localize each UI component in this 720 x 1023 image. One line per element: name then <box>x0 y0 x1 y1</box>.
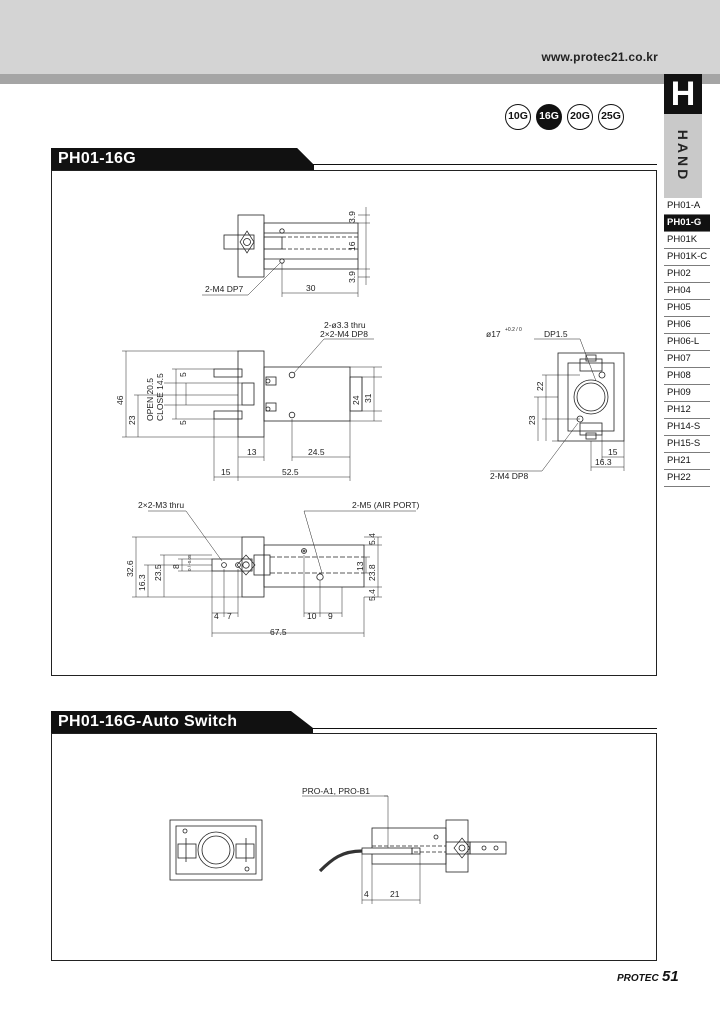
dim-side-23-8: 23.8 <box>367 564 377 581</box>
sidebar-item-ph22[interactable]: PH22 <box>664 470 710 487</box>
category-tab <box>664 114 702 198</box>
callout-front-thru: 2-ø3.3 thru <box>324 320 366 330</box>
footer-brand: PROTEC <box>617 973 659 984</box>
header-strip <box>0 74 720 84</box>
section-title-shape <box>51 148 657 170</box>
size-badge-10g[interactable]: 10G <box>505 104 531 130</box>
size-badge-20g[interactable]: 20G <box>567 104 593 130</box>
dim-side-23-5: 23.5 <box>153 564 163 581</box>
dim-top-16: 16 <box>347 241 357 251</box>
auto-switch-drawing <box>52 734 656 960</box>
dim-front-15: 15 <box>221 467 231 477</box>
dim-front-5a: 5 <box>178 372 188 377</box>
switch-end-view <box>170 820 262 880</box>
category-label: HAND <box>675 129 691 183</box>
dim-side-9: 9 <box>328 611 333 621</box>
section-title: PH01-16G <box>58 150 136 167</box>
sidebar-item-ph02[interactable]: PH02 <box>664 266 710 283</box>
dim-top-30: 30 <box>306 283 316 293</box>
dim-end-16-3: 16.3 <box>595 457 612 467</box>
switch-model-label: PRO-A1, PRO-B1 <box>302 786 371 796</box>
dim-top-3-9b: 3.9 <box>347 271 357 283</box>
sidebar-item-ph01k[interactable]: PH01K <box>664 232 710 249</box>
dim-side-16-3: 16.3 <box>137 574 147 591</box>
dim-end-23: 23 <box>527 415 537 425</box>
sidebar-item-ph09[interactable]: PH09 <box>664 385 710 402</box>
sidebar-item-ph08[interactable]: PH08 <box>664 368 710 385</box>
callout-side-air: 2-M5 (AIR PORT) <box>352 500 420 510</box>
dim-side-67-5: 67.5 <box>270 627 287 637</box>
dim-side-5-4b: 5.4 <box>367 589 377 601</box>
sidebar-item-ph01-g[interactable]: PH01-G <box>664 215 710 232</box>
switch-side-view <box>302 796 506 904</box>
sidebar-item-ph21[interactable]: PH21 <box>664 453 710 470</box>
dim-front-31: 31 <box>363 393 373 403</box>
dim-side-8: 8 <box>171 564 181 569</box>
size-badge-16g[interactable]: 16G <box>536 104 562 130</box>
callout-top-m4: 2-M4 DP7 <box>205 284 244 294</box>
callout-end-m4: 2-M4 DP8 <box>490 471 529 481</box>
dim-front-24: 24 <box>351 395 361 405</box>
dim-top-3-9a: 3.9 <box>347 211 357 223</box>
sidebar-item-ph06[interactable]: PH06 <box>664 317 710 334</box>
switch-dim-21: 21 <box>390 889 400 899</box>
dim-end-22: 22 <box>535 381 545 391</box>
sidebar-nav <box>664 198 710 487</box>
dim-front-24-5: 24.5 <box>308 447 325 457</box>
sidebar-item-ph06-l[interactable]: PH06-L <box>664 334 710 351</box>
callout-end-dia: ø17 <box>486 329 501 339</box>
category-tab-letter: H <box>664 74 702 114</box>
dim-front-46: 46 <box>115 395 125 405</box>
sidebar-item-ph14-s[interactable]: PH14-S <box>664 419 710 436</box>
dim-front-close: CLOSE 14.5 <box>155 373 165 421</box>
technical-drawing <box>52 171 656 675</box>
sidebar-item-ph01-a[interactable]: PH01-A <box>664 198 710 215</box>
site-url[interactable]: www.protec21.co.kr <box>541 50 658 64</box>
drawing-panel-2 <box>51 733 657 961</box>
dim-side-4: 4 <box>214 611 219 621</box>
dim-front-52-5: 52.5 <box>282 467 299 477</box>
dim-side-7: 7 <box>227 611 232 621</box>
dim-front-23: 23 <box>127 415 137 425</box>
sidebar-item-ph04[interactable]: PH04 <box>664 283 710 300</box>
dim-end-15: 15 <box>608 447 618 457</box>
sidebar-item-ph05[interactable]: PH05 <box>664 300 710 317</box>
dim-front-5b: 5 <box>178 420 188 425</box>
page-number: 51 <box>662 968 679 985</box>
callout-end-dp: DP1.5 <box>544 329 568 339</box>
dim-front-open: OPEN 20.5 <box>145 378 155 421</box>
dim-side-32-6: 32.6 <box>125 560 135 577</box>
end-view <box>490 339 624 471</box>
callout-side-m3: 2×2-M3 thru <box>138 500 185 510</box>
size-badge-25g[interactable]: 25G <box>598 104 624 130</box>
callout-front-m4: 2×2-M4 DP8 <box>320 329 368 339</box>
switch-dim-4: 4 <box>364 889 369 899</box>
callout-end-tol: +0.2 / 0 <box>505 327 522 333</box>
dim-side-10: 10 <box>307 611 317 621</box>
dim-side-8-tol: 0 / -0.05 <box>187 554 192 571</box>
sidebar-item-ph01k-c[interactable]: PH01K-C <box>664 249 710 266</box>
drawing-panel <box>51 170 657 676</box>
section-title-2: PH01-16G-Auto Switch <box>58 713 238 730</box>
sidebar-item-ph15-s[interactable]: PH15-S <box>664 436 710 453</box>
sidebar-item-ph12[interactable]: PH12 <box>664 402 710 419</box>
sidebar-item-ph07[interactable]: PH07 <box>664 351 710 368</box>
dim-side-5-4a: 5.4 <box>367 533 377 545</box>
dim-side-13: 13 <box>355 561 365 571</box>
dim-front-13: 13 <box>247 447 257 457</box>
